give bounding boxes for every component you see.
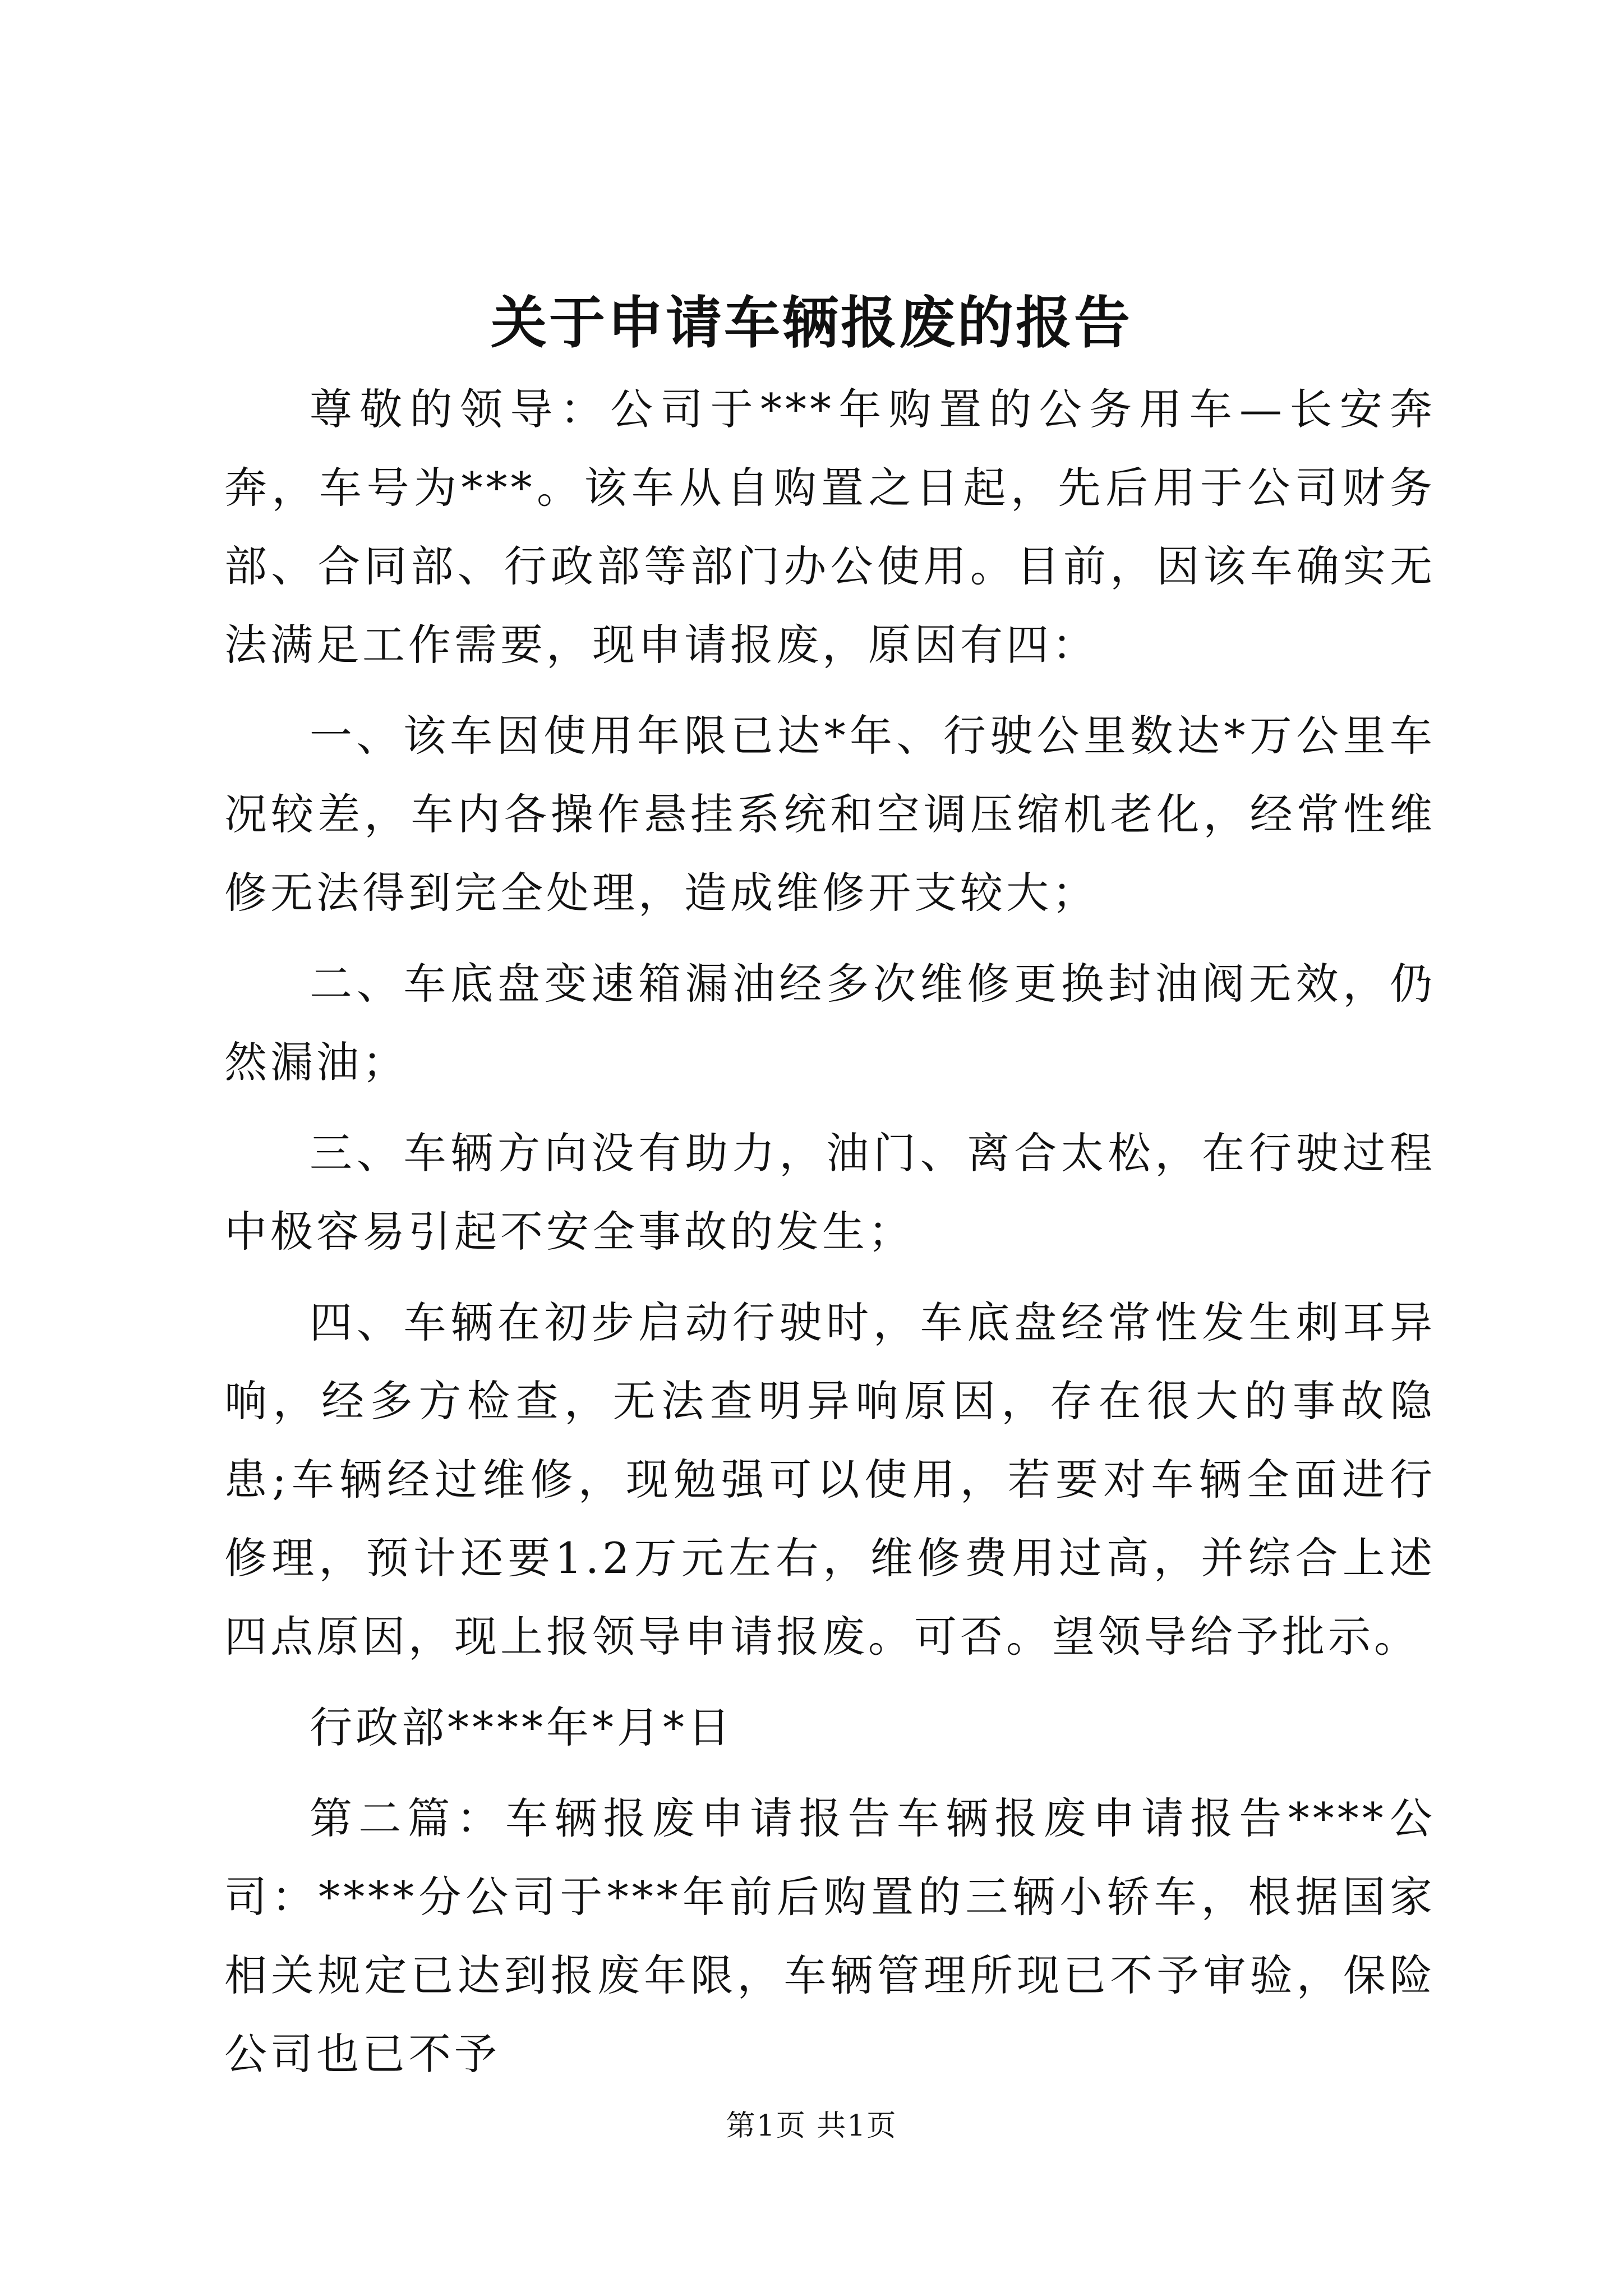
paragraph-reason-four: 四、车辆在初步启动行驶时，车底盘经常性发生刺耳异响，经多方检查，无法查明异响原因，存在很大的事故隐患;车辆经过维修，现勉强可以使用，若要对车辆全面进行修理，预计还要1.2万元左右，维修费用过高，并综合上述四点原因，现上报领导申请报废。可否。望领导给予批示。 [224, 1297, 1436, 1662]
page-footer: 第1页 共1页 [726, 2109, 897, 2143]
paragraph-reason-three: 三、车辆方向没有助力，油门、离合太松，在行驶过程中极容易引起不安全事故的发生； [224, 1128, 1436, 1257]
paragraph-signature: 行政部****年*月*日 [310, 1703, 734, 1752]
paragraph-reason-one: 一、该车因使用年限已达*年、行驶公里数达*万公里车况较差，车内各操作悬挂系统和空调压缩机老化，经常性维修无法得到完全处理，造成维修开支较大； [224, 711, 1436, 918]
document-title: 关于申请车辆报废的报告 [491, 289, 1132, 356]
paragraph-second-article: 第二篇：车辆报废申请报告车辆报废申请报告****公司：****分公司于***年前后购置的三辆小轿车，根据国家相关规定已达到报废年限，车辆管理所现已不予审验，保险公司也已不予 [224, 1793, 1436, 2079]
paragraph-greeting: 尊敬的领导：公司于***年购置的公务用车—长安奔奔，车号为***。该车从自购置之日起，先后用于公司财务部、合同部、行政部等部门办公使用。目前，因该车确实无法满足工作需要，现申请报废，原因有四： [224, 384, 1436, 670]
document-body [224, 370, 1436, 2106]
paragraph-reason-two: 二、车底盘变速箱漏油经多次维修更换封油阀无效，仍然漏油； [224, 959, 1436, 1087]
